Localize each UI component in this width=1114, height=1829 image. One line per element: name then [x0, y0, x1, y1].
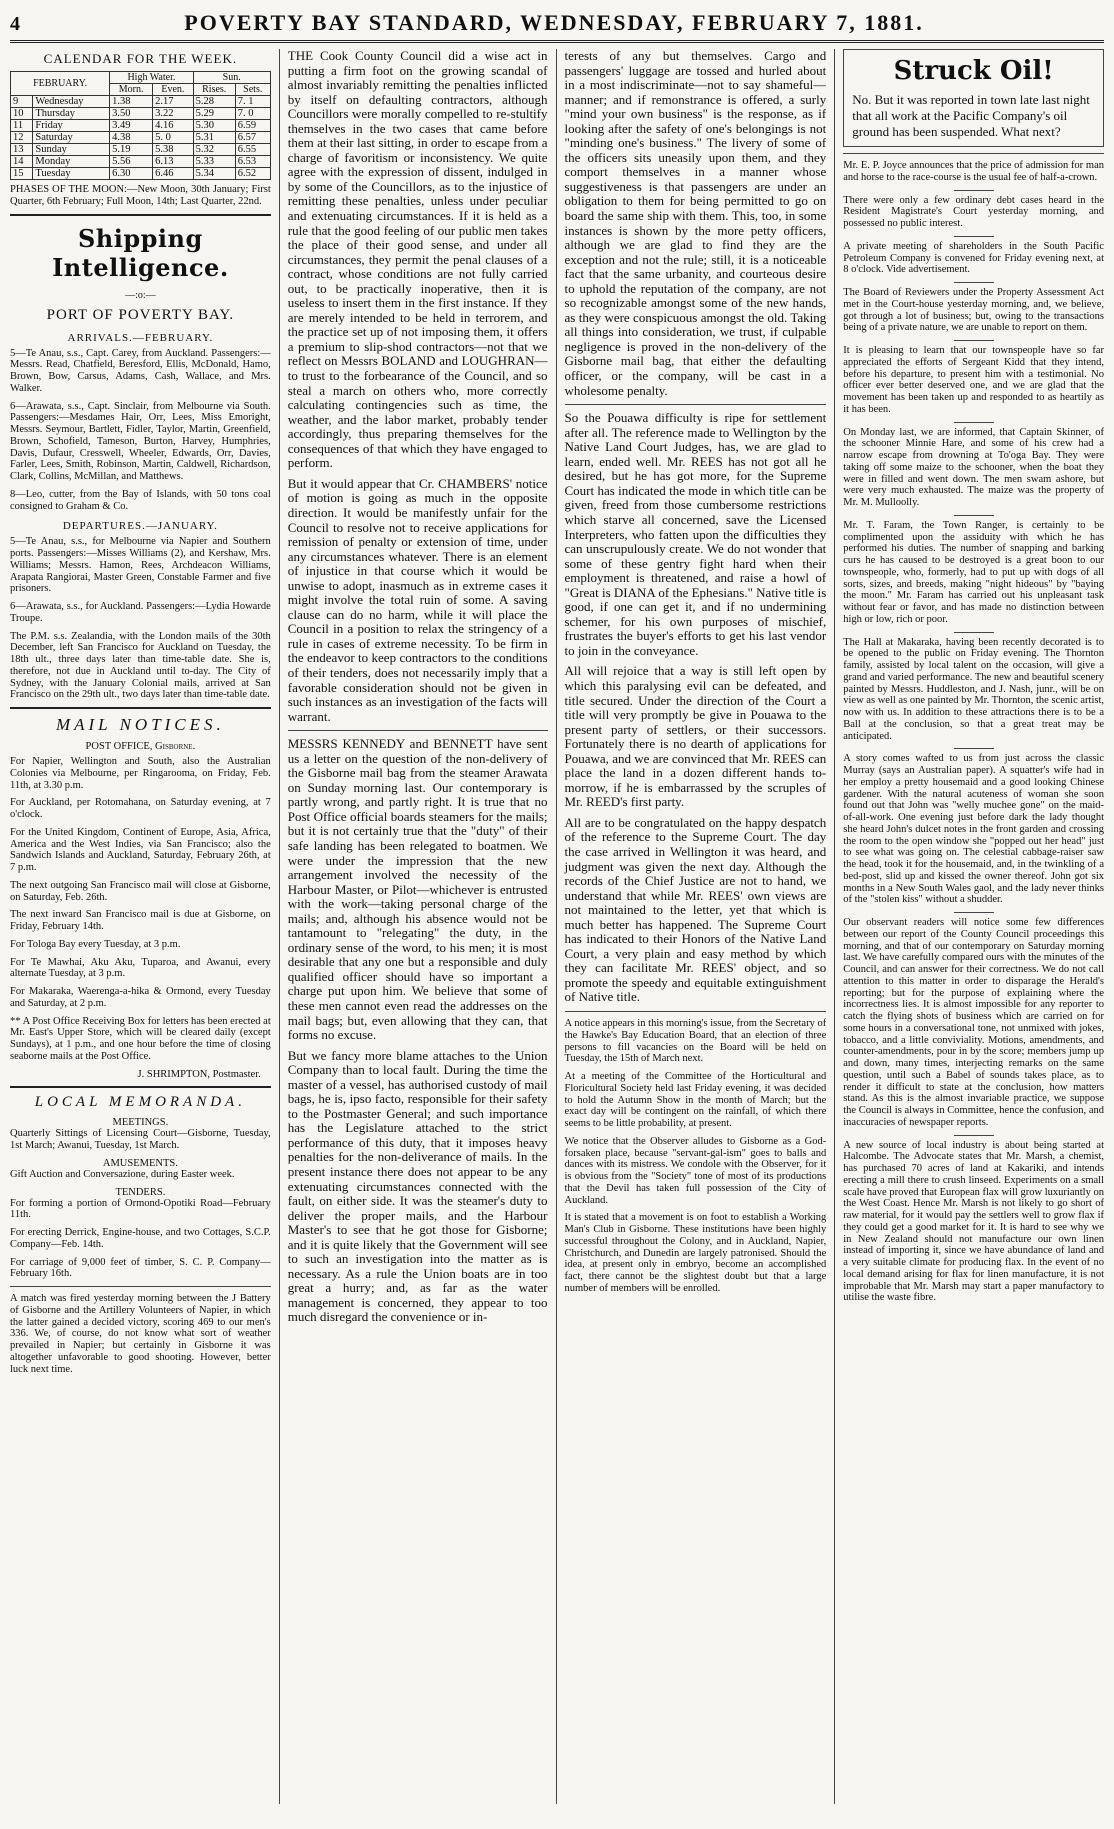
arrival-entry: 6—Arawata, s.s., Capt. Sinclair, from Melbourne via South. Passengers:—Mesdames Hair, Orr, Lees, Miss Emoright, Messrs. Seymour, Bartlett, Fidler, Taylor, Martin, Greenfield, Brown, Schofield, Tameson, Burton, Harvey, Humphries, Davis, Dufaur, Cresswell, Wheeler, Edwards, Orr, Davies, Farler, Lees, Smith, Robinson, Martin, Caldwell, Richardson, Clark, Collins, McMillan, and Matthews. [10, 400, 271, 482]
news-note: It is stated that a movement is on foot to establish a Working Man's Club in Gisborne. These institutions have been highly successful throughout the Colony, and in Auckland, Napier, Christchurch, and Dunedin are largely patronised. Should the idea, at present only in embryo, become an accomplished fact, there cannot be the slightest doubt but that a large number of members will be enrolled. [564, 1212, 827, 1294]
calendar-cell: Wednesday [33, 96, 110, 108]
column-4 [834, 49, 1104, 1804]
calendar-cell: 3.49 [110, 120, 153, 132]
calendar-cell: 5.32 [193, 144, 235, 156]
calendar-table [10, 71, 271, 180]
calendar-cell: 4.16 [153, 120, 194, 132]
mail-notice: The next inward San Francisco mail is due at Gisborne, on Friday, February 14th. [10, 909, 271, 932]
tender-item: For forming a portion of Ormond-Opotiki Road—February 11th. [10, 1197, 271, 1221]
calendar-cell: Monday [33, 156, 110, 168]
calendar-cell: Saturday [33, 132, 110, 144]
calendar-cell: 6.52 [235, 168, 270, 180]
column-1: CALENDAR FOR THE WEEK. FEBRUARY. High Water. Sun. Morn. Even. Rises. Sets. 9 Wednesday 1.38 2.17 5.28 7. 1 10 Thursday 3.50 3.22 5.29 7. 0 11 Friday 3.49 4.16 5.30 6.59 12 Saturday 4.38 5. 0 5.31 6.57 13 Sunday 5.19 5.38 5.32 6.55 14 Monday 5.56 6.13 5.33 6.53 15 Tuesday 6.30 6.46 5.34 6.52 PHASES OF THE MOON:—New Moon, 30th January; First Quarter, 6th February; Full Moon, 14th; Last Quarter, 22nd. Shipping Intelligence. —:o:— PORT OF POVERTY BAY. ARRIVALS.—FEBRUARY. 5—Te Anau, s.s., Capt. Carey, from Auckland. Passengers:—Messrs. Read, Chatfield, Beresford, Ellis, McDonald, Hamo, Brown, Bow, Carsus, Adams, Cash, Wallace, and Mrs. Walker. 6—Arawata, s.s., Capt. Sinclair, from Melbourne via South. Passengers:—Mesdames Hair, Orr, Lees, Miss Emoright, Messrs. Seymour, Bartlett, Fidler, Taylor, Martin, Greenfield, Brown, Schofield, Tameson, Burton, Harvey, Humphries, Davis, Dufaur, Cresswell, Wheeler, Edwards, Orr, Davies, Farler, Lees, Smith, Robinson, Martin, Caldwell, Richardson, Clark, Collins, McMillan, and Matthews. 8—Leo, cutter, from the Bay of Islands, with 50 tons coal consigned to Graham & Co. DEPARTURES.—JANUARY. 5—Te Anau, s.s., for Melbourne via Napier and Southern ports. Passengers:—Misses Williams (2), and Kershaw, Mrs. Williams; Messrs. Hamon, Rees, Archdeacon Williams, Arapata Rangiorai, Master Green, Constable Farmer and five prisoners. 6—Arawata, s.s., for Auckland. Passengers:—Lydia Howarde Troupe. The P.M. s.s. Zealandia, with the London mails of the 30th December, left San Francisco for Auckland on Tuesday, the 18th ult., three days later than time-table date. She is, therefore, not due in Auckland until to-day. The City of Sydney, with the January Colonial mails, arrived at San Francisco on the 29th ult., two days later than time-table date. MAIL NOTICES. POST OFFICE, Gisborne. For Napier, Wellington and South, also the Australian Colonies via Melbourne, per Ringarooma, on Friday, Feb. 11th, at 3.30 p.m. For Auckland, per Rotomahana, on Saturday evening, at 7 o'clock. For the United Kingdom, Continent of Europe, Asia, Africa, America and the West Indies, via San Francisco; also the Sandwich Islands and Auckland, Saturday, February 26th, at 7 p.m. The next outgoing San Francisco mail will close at Gisborne, on Saturday, Feb. 26th. The next inward San Francisco mail is due at Gisborne, on Friday, February 14th. For Tologa Bay every Tuesday, at 3 p.m. For Te Mawhai, Aku Aku, Tuparoa, and Awanui, every alternate Tuesday, at 3 p.m. For Makaraka, Waerenga-a-hika & Ormond, every Tuesday and Saturday, at 2 p.m. ** A Post Office Receiving Box for letters has been erected at Mr. East's Upper Store, which will be cleared daily (except Sundays), at 1 p.m., and one hour before the time of closing seaborne mails at the Post Office. J. SHRIMPTON, Postmaster. LOCAL MEMORANDA. MEETINGS. Quarterly Sittings of Licensing Court—Gisborne, Tuesday, 1st March; Awanui, Tuesday, 1st March. AMUSEMENTS. Gift Auction and Conversazione, during Easter week. TENDERS. For forming a portion of Ormond-Opotiki Road—February 11th. For erecting Derrick, Engine-house, and two Cottages, S.C.P. Company—Feb. 14th. For carriage of 9,000 feet of timber, S. C. P. Company—February 16th. A match was fired yesterday morning between the J Battery of Gisborne and the Artillery Volunteers of Napier, in which the latter gained a decided victory, scoring 469 to our men's 336. We, of course, do not know what sort of weather prevailed in Napier; but certainly in Gisborne it was altogether unfavorable to good shooting. However, better luck next time. [10, 51, 271, 1375]
calendar-cell: 5.38 [153, 144, 194, 156]
calendar-subheader: Morn. [110, 84, 153, 96]
match-report: A match was fired yesterday morning between the J Battery of Gisborne and the Artillery Volunteers of Napier, in which the latter gained a decided victory, scoring 469 to our men's 336. We, of course, do not know what sort of weather prevailed in Napier; but certainly in Gisborne it was altogether unfavorable to good shooting. However, better luck next time. [10, 1293, 271, 1375]
calendar-cell: 5. 0 [153, 132, 194, 144]
note-separator [954, 422, 994, 423]
calendar-cell: 5.34 [193, 168, 235, 180]
calendar-cell: 6.30 [110, 168, 153, 180]
calendar-cell: 15 [11, 168, 33, 180]
editorial-paragraph: All are to be congratulated on the happy despatch of the reference to the Supreme Court. The day the case arrived in Wellington it was heard, and judgment was given the next day. Although the records of the Chief Justice are not to hand, we understand that while Mr. REES' own views are not maintained to the letter, yet that which is much better has happened. The Supreme Court has indicated to their Honors of the Native Land Court, a very plain and easy method by which they can facilitate Mr. REES' object, and so promote the speedy and equitable extinguishment of Native title. [564, 814, 827, 1005]
post-office: POST OFFICE, Gisborne. [85, 741, 196, 752]
divider [565, 404, 827, 405]
mail-notice: For Te Mawhai, Aku Aku, Tuparoa, and Awanui, every alternate Tuesday, at 3 p.m. [10, 956, 271, 980]
calendar-cell: 1.38 [110, 96, 153, 108]
local-note: It is pleasing to learn that our townspeople have so far appreciated the efforts of Sergeant Kidd that they intend, before his departure, to present him with a testimonial. No officer ever better deserved one, and we are glad that the movement has been taken up and responded to as heartily as it has been. [843, 345, 1104, 415]
calendar-cell: 2.17 [153, 96, 194, 108]
calendar-row [11, 96, 271, 108]
mail-notices [10, 756, 271, 1063]
calendar-row [11, 120, 271, 132]
tenders-heading: TENDERS. [115, 1186, 166, 1198]
calendar-cell: 6.13 [153, 156, 194, 168]
calendar-row [11, 168, 271, 180]
column-2 [279, 49, 548, 1804]
calendar-cell: 6.59 [235, 120, 270, 132]
note-separator [954, 236, 994, 237]
calendar-cell: Sunday [33, 144, 110, 156]
calendar-cell: 5.33 [193, 156, 235, 168]
local-notes [843, 160, 1104, 1304]
news-note: A notice appears in this morning's issue, from the Secretary of the Hawke's Bay Education Board, that an election of three persons to fill vacancies on the Board will be held on Tuesday, the 15th of March next. [564, 1018, 827, 1065]
editorial-paragraph: MESSRS KENNEDY and BENNETT have sent us a letter on the question of the non-delivery of the Gisborne mail bag from the steamer Arawata on Sunday morning last. Our contemporary is partly wrong, and partly right. It is true that no Post Office official boards steamers for the mails; but it is not certainly true that the "duty" of their safe landing has been relegated to boatmen. We were under the impression that the new arrangement involved the necessity of the Harbour Master, or Pilot—whichever is entrusted with the work—taking personal charge of the mails; and, although his absence would not be tantamount to "relegating" the duty, in the ordinary sense of the word, to his men; it is most desirable that any one but a responsible and duly qualified officer should have so important a charge put upon him. We believe that some of these men cannot even read the addresses on the mail bags; but, even allowing that they can, that forms no excuse. [287, 736, 548, 1043]
calendar-cell: 5.29 [193, 108, 235, 120]
calendar-subheader: Rises. [193, 84, 235, 96]
page-number: 4 [10, 13, 20, 35]
calendar-cell: 7. 0 [235, 108, 270, 120]
mail-notice: ** A Post Office Receiving Box for letters has been erected at Mr. East's Upper Store, which will be cleared daily (except Sundays), at 1 p.m., and one hour before the time of closing seaborne mails at the Post Office. [10, 1015, 271, 1062]
struck-oil-title: Struck Oil! [893, 56, 1054, 86]
divider [10, 214, 271, 216]
note-separator [954, 282, 994, 283]
calendar-cell: 12 [11, 132, 33, 144]
calendar-cell: 3.22 [153, 108, 194, 120]
editorial-paragraph: But we fancy more blame attaches to the Union Company than to local fault. During the time the master of a vessel, has authorised custody of mail bags, he is, ipso facto, responsible for their safety to the Postmaster General; and such importance has the Legislature attached to the strict performance of this duty, that it imposes heavy penalties for the non-deliverance of mails. In the present instance there does not appear to be any extenuating circumstances connected with the fault, on either side. It was the steamer's duty to deliver the proper mails, and the Harbour Master's to see that he got those for Gisborne; and it is quite likely that the Government will see to such an investigation into the matter as is necessary. As a rule the Union boats are in too great a hurry; and, as far as the water management is concerned, they appear to too much disregard the convenience or in- [287, 1047, 548, 1325]
struck-oil-text: No. But it was reported in town late last night that all work at the Pacific Company's oil ground has been suspended. What next? [852, 92, 1090, 139]
calendar-cell: Thursday [33, 108, 110, 120]
divider [288, 730, 548, 731]
meetings-heading: MEETINGS. [112, 1117, 169, 1129]
editorial-paragraph: terests of any but themselves. Cargo and passengers' luggage are tossed and hurled about in a most indiscriminate—not to say shameful—manner; and if remonstrance is offered, a surly "mind your own business" is the response, as if looking after the safety of one's belongings is not "minding one's business." The livery of some of the officers sits uneasily upon them, and they comport themselves in a manner whose suggestiveness is that passengers are under an obligation to them for being permitted to go on board the same ship with them. This, too, in some instances is shown by the more petty officers, although we are glad to find they are the exception and not the rule; still, it is a noticeable fact that the same urbanity, and courteous desire to uphold the reputation of the company, are not so recognizable amongst some of the new hands, as they were conspicuous amongst the old. Taking all things into consideration, we trust, if culpable negligence is proved in the non-delivery of the Gisborne mail bag, that either the defaulting officer, or the company, will be cast in a wholesome penalty. [564, 49, 827, 398]
calendar-cell: 6.46 [153, 168, 194, 180]
mail-notice: For Tologa Bay every Tuesday, at 3 p.m. [10, 938, 181, 950]
local-note: Mr. E. P. Joyce announces that the price of admission for man and horse to the race-course is the usual fee of half-a-crown. [843, 160, 1104, 183]
masthead [10, 8, 1104, 43]
calendar-cell: Friday [33, 120, 110, 132]
note-separator [954, 632, 994, 633]
departures-heading: DEPARTURES.—JANUARY. [62, 520, 218, 533]
mail-notice: For Makaraka, Waerenga-a-hika & Ormond, every Tuesday and Saturday, at 2 p.m. [10, 986, 271, 1009]
local-note: A new source of local industry is about being started at Halcombe. The Advocate states that Mr. Marsh, a chemist, has purchased 70 acres of land at Kakariki, and intends erecting a mill there to crush linseed. Experiments on a small scale have proved that European flax will grow luxuriantly on the West Coast. Hence Mr. Marsh is not likely to go short of raw material, for it would pay the settlers well to grow flax if they could get a good market for it. It is hard to see why we in New Zealand should not manufacture our own linen instead of importing it, since we have abundance of land and a very suitable climate for producing flax. In the event of no local demand arising for flax for linen manufacture, it is not improbable that Mr. Marsh may start a paper manufactory to utilise the waste fibre. [843, 1139, 1104, 1304]
amusements-heading: AMUSEMENTS. [102, 1157, 178, 1169]
calendar-cell: 7. 1 [235, 96, 270, 108]
divider [10, 1086, 271, 1088]
calendar-cell: Tuesday [33, 168, 110, 180]
pm-note: The P.M. s.s. Zealandia, with the London mails of the 30th December, left San Francisco for Auckland on Tuesday, the 18th ult., three days later than time-table date. She is, therefore, not due in Auckland until to-day. The City of Sydney, with the January Colonial mails, arrived at San Francisco on the 29th ult., two days later than time-table date. [10, 630, 271, 701]
local-note: Our observant readers will notice some few differences between our report of the County Council proceedings this morning, and that of our contemporary on Saturday morning last. We have carefully compared ours with the minutes of the Council, and can answer for their correctness. We do not call attention to this matter in order to disparage the Herald's reporting; but for the purpose of explaining where the incorrectness lies. It is almost impossible for any reporter to catch the flying shots of business which are carried on for some hours in a conversational tone, not unmixed with jokes, tobacco, and a little conviviality. Motions, amendments, and counter-amendments, pour in by the score; members jump up and down, many times, interjecting remarks on the same question, until such a Babel of sounds takes place, as to render it difficult to state at the conclusion, how matters stand. As this is the almost invariable practice, we suppose the Council is always in Committee, hence the confusion, and inaccuracies of newspaper reports. [843, 917, 1104, 1128]
local-note: The Hall at Makaraka, having been recently decorated is to be opened to the public on Friday evening. The Thornton family, assisted by local talent on the occasion, will give a grand and varied performance. The new and beautiful scenery painted by Messrs. Huddleston, and J. Nash, junr., will be on view as well as one painted by Mr. Thornton, the scenic artist, now with us. In addition to these attractions there is to be a Ball at the conclusion, so that a great treat may be anticipated. [843, 636, 1104, 742]
calendar-body [11, 96, 271, 180]
divider [10, 707, 271, 709]
calendar-title: CALENDAR FOR THE WEEK. [43, 51, 238, 66]
calendar-cell: 6.55 [235, 144, 270, 156]
masthead-title: POVERTY BAY STANDARD, WEDNESDAY, FEBRUARY 7, 1881. [184, 10, 924, 35]
note-separator [954, 1135, 994, 1136]
note-separator [954, 515, 994, 516]
mail-notice: For Napier, Wellington and South, also the Australian Colonies via Melbourne, per Ringarooma, on Friday, Feb. 11th, at 3.30 p.m. [10, 756, 271, 791]
calendar-row [11, 132, 271, 144]
calendar-cell: 11 [11, 120, 33, 132]
mail-notice: For Auckland, per Rotomahana, on Saturday evening, at 7 o'clock. [10, 797, 271, 820]
calendar-cell: 4.38 [110, 132, 153, 144]
meetings-text: Quarterly Sittings of Licensing Court—Gisborne, Tuesday, 1st March; Awanui, Tuesday, 1st March. [10, 1128, 271, 1151]
struck-oil-notice [843, 49, 1104, 147]
departure-entry: 5—Te Anau, s.s., for Melbourne via Napier and Southern ports. Passengers:—Misses Williams (2), and Kershaw, Mrs. Williams; Messrs. Hamon, Rees, Archdeacon Williams, Arapata Rangiorai, Master Green, Constable Farmer and five prisoners. [10, 536, 271, 595]
calendar-cell: 5.28 [193, 96, 235, 108]
local-note: A private meeting of shareholders in the South Pacific Petroleum Company is convened for Friday evening next, at 8 o'clock. Vide advertisement. [843, 240, 1104, 276]
calendar-header-month: FEBRUARY. [11, 72, 110, 96]
postmaster-signature: J. SHRIMPTON, Postmaster. [137, 1068, 261, 1080]
note-separator [954, 912, 994, 913]
arrival-entry: 5—Te Anau, s.s., Capt. Carey, from Auckland. Passengers:—Messrs. Read, Chatfield, Beresford, Ellis, McDonald, Hamo, Brown, Bow, Carsus, Adams, Cash, Wallace, and Mrs. Walker. [10, 347, 271, 394]
newspaper-page [10, 8, 1104, 1813]
calendar-row [11, 156, 271, 168]
divider [565, 1011, 827, 1012]
calendar-cell: 13 [11, 144, 33, 156]
editorial-paragraph: But it would appear that Cr. CHAMBERS' notice of motion is going as much in the opposite direction. It would be manifestly unfair for the Council to resolve not to receive applications for remission of penalty or extension of time, under any circumstances whatever. There is an element of injustice in that course which it would be unwise to adopt, inasmuch as in extreme cases it might involve the total ruin of some. A saving clause can do no harm, while it will place the Council in a position to relax the stringency of a rule in cases of extreme necessity. To be firm in the endeavor to keep contractors to the conditions of their tenders, does not necessarily imply that a favorable consideration should not be given in such instances as an investigation of the facts will warrant. [287, 475, 548, 724]
calendar-header-water: High Water. [110, 72, 193, 84]
calendar-cell: 5.19 [110, 144, 153, 156]
amusements-text: Gift Auction and Conversazione, during Easter week. [10, 1168, 235, 1180]
divider [843, 153, 1104, 154]
note-separator [954, 748, 994, 749]
tender-item: For erecting Derrick, Engine-house, and two Cottages, S.C.P. Company—Feb. 14th. [10, 1227, 271, 1250]
local-note: Mr. T. Faram, the Town Ranger, is certainly to be complimented upon the assiduity with which he has performed his duties. The number of snapping and barking curs he has caused to be destroyed is a great boon to our townspeople, who, formerly, had to put up with dogs of all sorts, sizes, and breeds, making "night hideous" by "baying the moon." Mr. Faram has carried out his unpleasant task without fear or favor, and has made no distinction between high or low, rich or poor. [843, 519, 1104, 625]
column-3 [556, 49, 827, 1804]
departure-entry: 6—Arawata, s.s., for Auckland. Passengers:—Lydia Howarde Troupe. [10, 601, 271, 624]
arrival-entry: 8—Leo, cutter, from the Bay of Islands, with 50 tons coal consigned to Graham & Co. [10, 488, 271, 512]
calendar-subheader: Sets. [235, 84, 270, 96]
calendar-cell: 14 [11, 156, 33, 168]
calendar-row [11, 108, 271, 120]
tender-item: For carriage of 9,000 feet of timber, S. C. P. Company—February 16th. [10, 1256, 271, 1280]
local-note: A story comes wafted to us from just across the classic Murray (says an Australian paper). A squatter's wife had in her employ a pretty housemaid and a good looking Chinese gardener. With the natural acuteness of woman she soon found out that John was "welly muchee gone" on the maid-of-all-work. One evening just before dark the lady thought she heard John's dulcet notes in the front garden and crossing the room to the open window she "popped out her head" just to see what was going on. The celestial cabbage-raiser saw the head, took it for the housemaid, and, in the twinkling of a bed-post, slid up and kissed the owner thereof. John got six months in a New South Wales gaol, and the lady never thinks of the "stolen kiss" without a shudder. [843, 753, 1104, 906]
calendar-cell: 5.30 [193, 120, 235, 132]
news-note: At a meeting of the Committee of the Horticultural and Floricultural Society held last Friday evening, it was decided to hold the Autumn Show in the month of March; but the exact day will be contingent on the rainfall, of which there seems to be little probability, at present. [564, 1071, 827, 1129]
calendar-header-sun: Sun. [193, 72, 270, 84]
calendar-cell: 10 [11, 108, 33, 120]
calendar-cell: 3.50 [110, 108, 153, 120]
calendar-cell: 6.53 [235, 156, 270, 168]
mail-notice: The next outgoing San Francisco mail will close at Gisborne, on Saturday, Feb. 26th. [10, 879, 271, 903]
note-separator [954, 190, 994, 191]
local-note: On Monday last, we are informed, that Captain Skinner, of the schooner Minnie Hare, and some of his crew had a narrow escape from drowning at To'oga Bay. They were taking off some maize to the schooner, when the boat they were in filled and went down. The men swam ashore, but were very much exhausted. The maize was the property of Mr. M. Mulloolly. [843, 426, 1104, 508]
mail-title: MAIL NOTICES. [55, 715, 225, 734]
arrivals-heading: ARRIVALS.—FEBRUARY. [67, 331, 214, 344]
calendar-cell: 5.56 [110, 156, 153, 168]
news-note: We notice that the Observer alludes to Gisborne as a God-forsaken place, because "servant-gal-ism" goes to balls and dances with its mistress. We condole with the Observer, for it is obvious from the "Society" tone of most of its productions that the Devil has taken full possession of the City of Auckland. [564, 1135, 827, 1206]
local-note: The Board of Reviewers under the Property Assessment Act met in the Court-house yesterday morning, and, we believe, got through a lot of business; but, owing to the transactions being of a private nature, we are unable to report on them. [843, 287, 1104, 334]
memoranda-title: LOCAL MEMORANDA. [34, 1094, 246, 1111]
local-note: There were only a few ordinary debt cases heard in the Resident Magistrate's Court yesterday morning, and possessed no public interest. [843, 194, 1104, 229]
calendar-cell: 6.57 [235, 132, 270, 144]
mail-notice: For the United Kingdom, Continent of Europe, Asia, Africa, America and the West Indies, via San Francisco; also the Sandwich Islands and Auckland, Saturday, February 26th, at 7 p.m. [10, 826, 271, 873]
shipping-title: Shipping Intelligence. [52, 223, 229, 282]
note-separator [954, 340, 994, 341]
divider [10, 1286, 271, 1287]
editorial-paragraph: So the Pouawa difficulty is ripe for settlement after all. The reference made to Wellington by the Native Land Court Judges, has, we are glad to learn, ended well. Mr. REES has not got all he desired, but he has got more, for the Supreme Court has indicated the mode in which title can be given, freed from those cumbersome restrictions which starve all concerned, save the Licensed Interpreters, who fatten upon the difficulties they can unscrupulously create. We do not wonder that some of these gentry fight hard when their employment is threatened, and raise a howl of "Great is DIANA of the Ephesians." Native title is good, if one can get it, and if no undermining schemer, for his own purposes of mischief, frustrates the buyer's efforts to get his last vendor to join in the conveyance. [564, 410, 827, 658]
calendar-row [11, 144, 271, 156]
moon-phases: PHASES OF THE MOON:—New Moon, 30th January; First Quarter, 6th February; Full Moon, 14th; Last Quarter, 22nd. [10, 184, 271, 207]
calendar-subheader: Even. [153, 84, 194, 96]
calendar-cell: 5.31 [193, 132, 235, 144]
editorial-paragraph: THE Cook County Council did a wise act in putting a firm foot on the growing scandal of almost invariably remitting the penalties inflicted by itself on defaulting contractors, although Councillors were morally compelled to re-stultify themselves in the two cases that came before them at their last sitting, in order to escape from a charge of favoritism or inconsistency. We quite agree with the expression of dissent, indulged in by some of the Councillors, as to the injustice of remitting these penalties, unless under peculiar and extenuating circumstances. If it is held as a rule that the good feeling of our public men takes the place of their good sense, and under all circumstances, they permit the penal clauses of a contract, whose conditions are not fully carried out, to be practically inoperative, then it is useless to insert them in the first instance. If they are merely intended to be held in terrorem, and the practice set up of not imposing them, it offers a premium to slip-shod contractors—not that we reflect on Messrs BOLAND and LOUGHRAN—to trust to the forbearance of the Council, and so steal a march on others who, more correctly calculating contingencies such as time, the weather, and the labor market, probably tender accordingly, thus preparing themselves for the consequences of that which they have engaged to perform. [287, 49, 548, 471]
editorial-paragraph: All will rejoice that a way is still left open by which this paralysing evil can be defeated, and title secured. Under the direction of the Court a title will very promptly be give in Pouawa to the present party of settlers, or their successors. Fortunately there is no dearth of applications for Pouawa, and we are convinced that Mr. REES can place the land in a dozen different hands to-morrow, if he is embarrassed by the scruples of Mr. REED's first party. [564, 663, 827, 810]
calendar-cell: 9 [11, 96, 33, 108]
port-title: PORT OF POVERTY BAY. [46, 306, 235, 323]
